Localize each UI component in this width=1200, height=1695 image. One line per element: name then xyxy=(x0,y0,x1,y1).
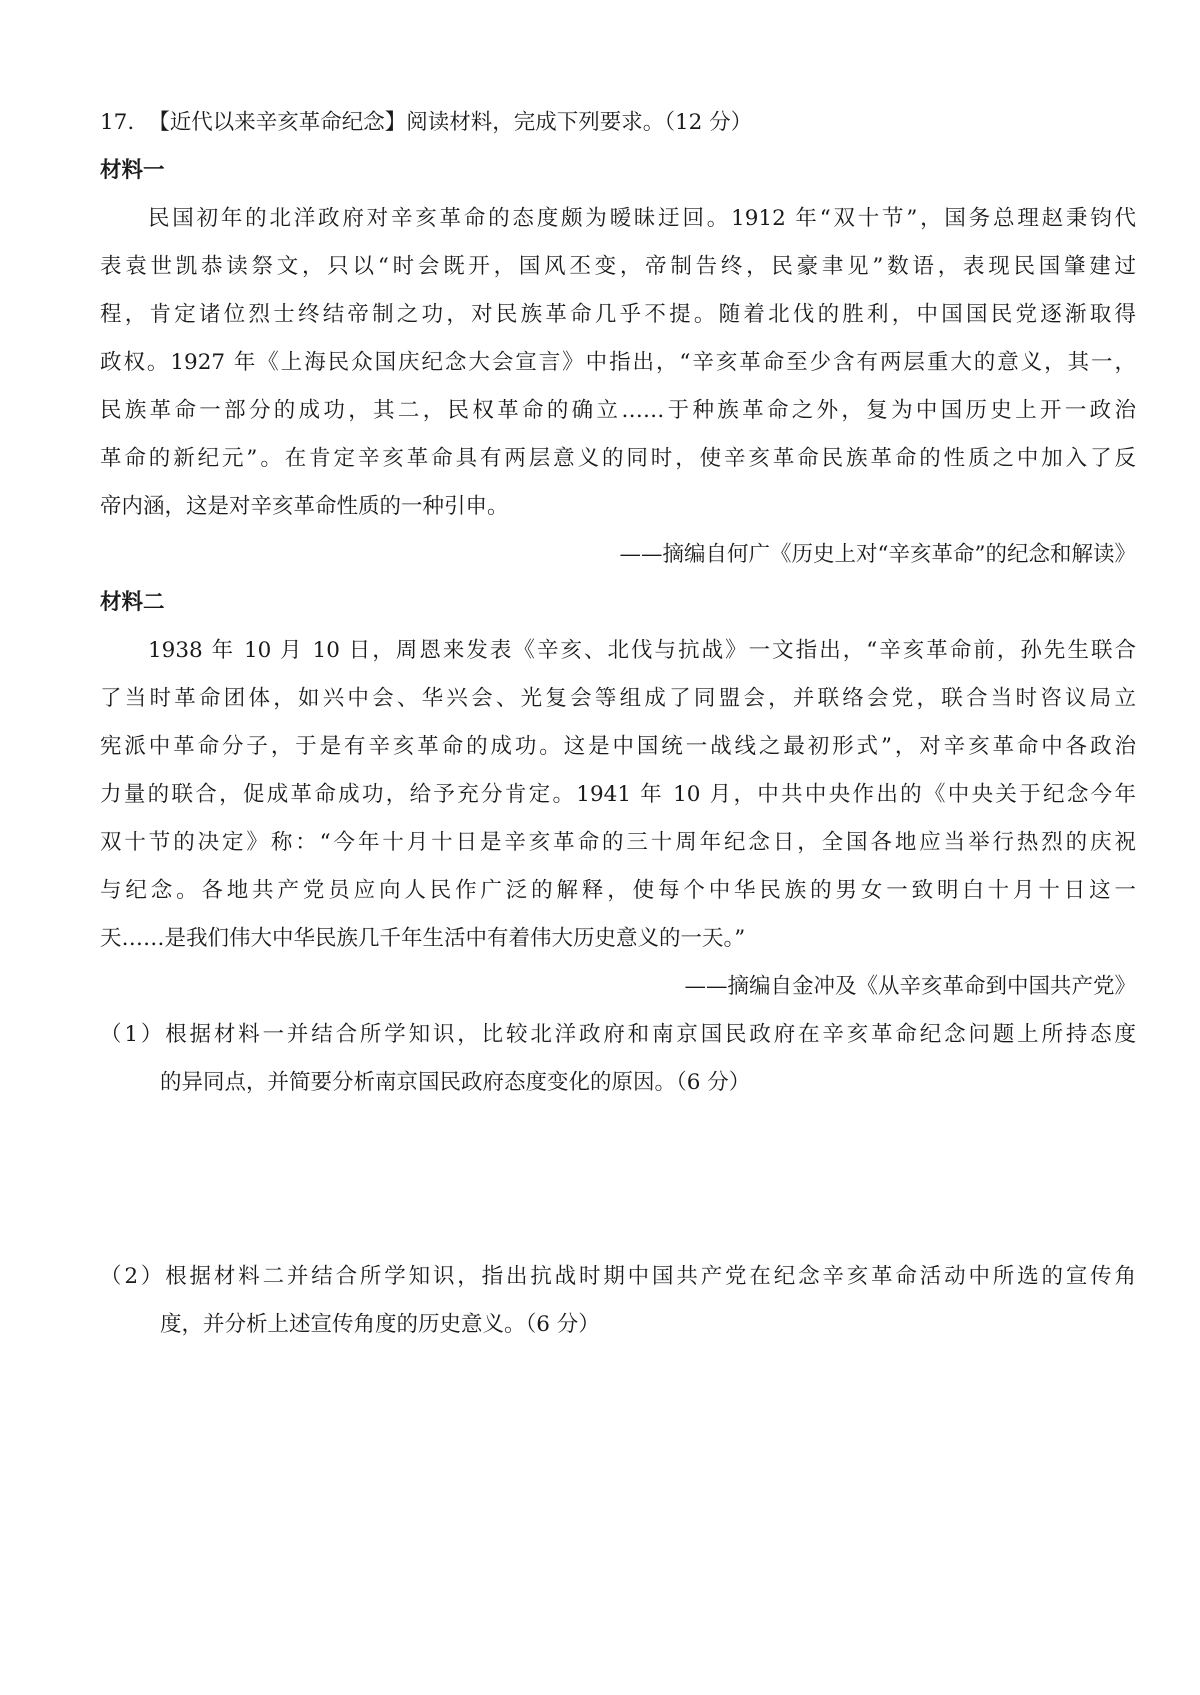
material2-source: ——摘编自金冲及《从辛亥革命到中国共产党》 xyxy=(684,974,1136,999)
material1-line: 表袁世凯恭读祭文，只以“时会既开，国风丕变，帝制告终，民豪聿见”数语，表现民国肇建过 xyxy=(100,254,1136,279)
material1-line: 民国初年的北洋政府对辛亥革命的态度颇为暧昧迂回。1912 年“双十节”，国务总理赵秉钧代 xyxy=(148,206,1136,231)
sub-question-1-line1: （1）根据材料一并结合所学知识，比较北洋政府和南京国民政府在辛亥革命纪念问题上所持态度 xyxy=(100,1022,1136,1047)
question-number: 17. xyxy=(100,110,135,135)
material2-heading: 材料二 xyxy=(100,590,165,615)
material2-line: 力量的联合，促成革命成功，给予充分肯定。1941 年 10 月，中共中央作出的《中央关于纪念今年 xyxy=(100,782,1136,807)
material2-line: 宪派中革命分子，于是有辛亥革命的成功。这是中国统一战线之最初形式”，对辛亥革命中各政治 xyxy=(100,734,1136,759)
material1-line: 帝内涵，这是对辛亥革命性质的一种引申。 xyxy=(100,494,509,519)
material2-line: 了当时革命团体，如兴中会、华兴会、光复会等组成了同盟会，并联络会党，联合当时咨议局立 xyxy=(100,686,1136,711)
material1-line: 革命的新纪元”。在肯定辛亥革命具有两层意义的同时，使辛亥革命民族革命的性质之中加入了反 xyxy=(100,446,1136,471)
sub-question-1-line2: 的异同点，并简要分析南京国民政府态度变化的原因。（6 分） xyxy=(160,1070,751,1095)
material1-heading: 材料一 xyxy=(100,158,165,183)
material1-line: 民族革命一部分的成功，其二，民权革命的确立……于种族革命之外，复为中国历史上开一政治 xyxy=(100,398,1136,423)
answer-space-2[interactable] xyxy=(100,1352,1136,1652)
sub-question-2-line2: 度，并分析上述宣传角度的历史意义。（6 分） xyxy=(160,1312,600,1337)
material1-source: ——摘编自何广《历史上对“辛亥革命”的纪念和解读》 xyxy=(619,542,1136,567)
material2-line: 天……是我们伟大中华民族几千年生活中有着伟大历史意义的一天。” xyxy=(100,926,746,951)
material1-line: 政权。1927 年《上海民众国庆纪念大会宣言》中指出，“辛亥革命至少含有两层重大的意义，其一， xyxy=(100,350,1136,375)
answer-space-1[interactable] xyxy=(100,1110,1136,1260)
material1-line: 程，肯定诸位烈士终结帝制之功，对民族革命几乎不提。随着北伐的胜利，中国国民党逐渐取得 xyxy=(100,302,1136,327)
material2-line: 双十节的决定》称：“今年十月十日是辛亥革命的三十周年纪念日，全国各地应当举行热烈的庆祝 xyxy=(100,830,1136,855)
material2-line: 与纪念。各地共产党员应向人民作广泛的解释，使每个中华民族的男女一致明白十月十日这一 xyxy=(100,878,1136,903)
question-header xyxy=(100,112,1136,134)
question-title: 【近代以来辛亥革命纪念】阅读材料，完成下列要求。（12 分） xyxy=(148,110,753,135)
sub-question-2-line1: （2）根据材料二并结合所学知识，指出抗战时期中国共产党在纪念辛亥革命活动中所选的宣传角 xyxy=(100,1264,1136,1289)
material2-line: 1938 年 10 月 10 日，周恩来发表《辛亥、北伐与抗战》一文指出，“辛亥革命前，孙先生联合 xyxy=(148,638,1136,663)
